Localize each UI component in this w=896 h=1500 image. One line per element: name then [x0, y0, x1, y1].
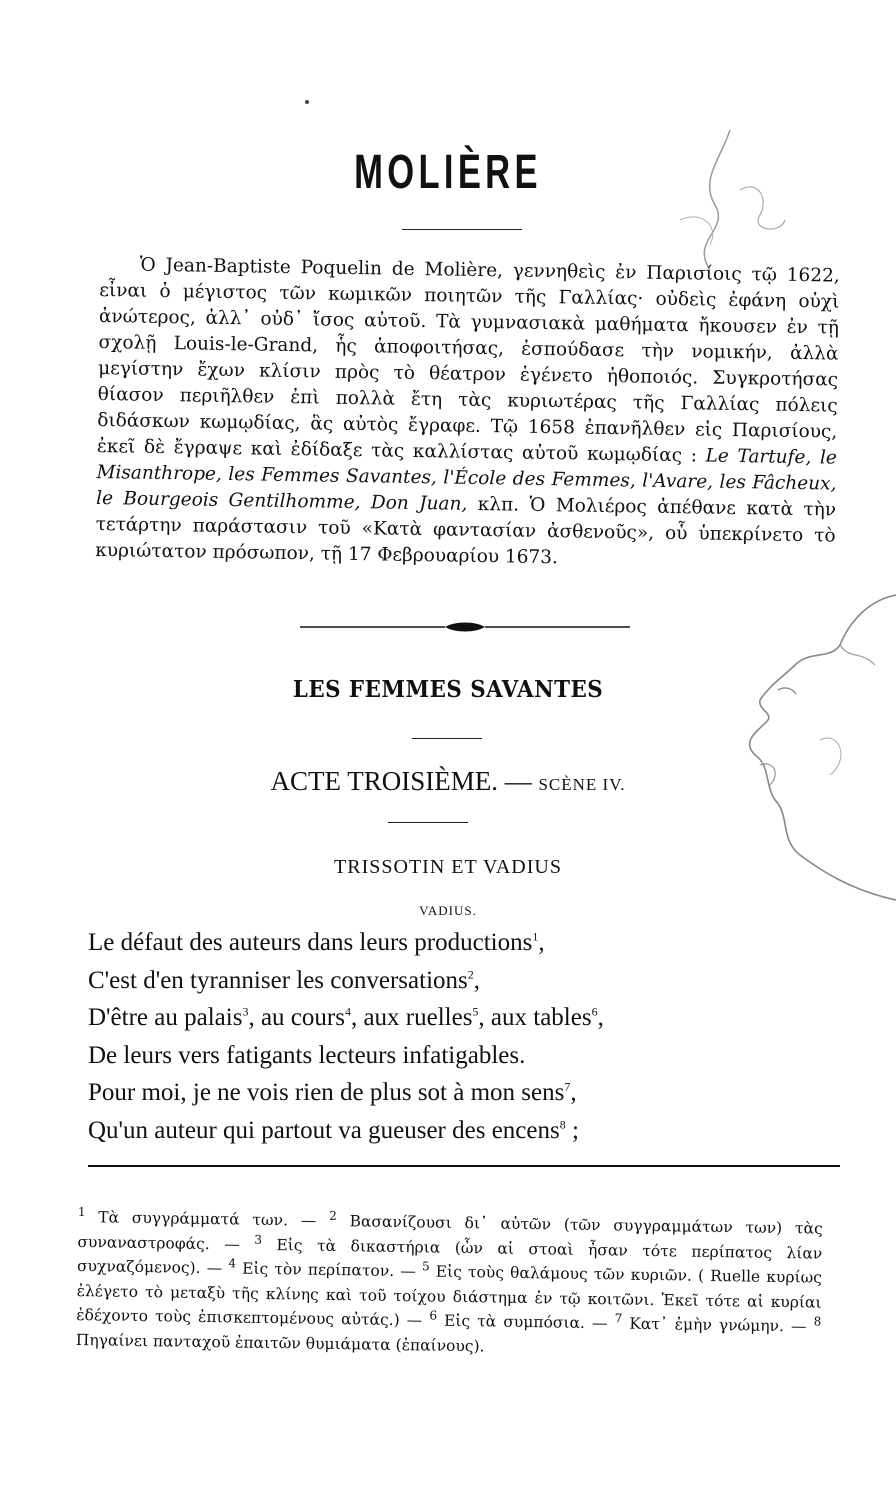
- verse-line: C'est d'en tyranniser les conversations$^2$,: [88, 966, 480, 994]
- biography-intro: Ὁ Jean-Baptiste Poquelin de Molière, γεννηθεὶς ἐν Παρισίοις τῷ 1622, εἶναι ὁ μέγιστος τῶν κωμικῶν ποιητῶν τῆς Γαλλίας· οὐδεὶς ἐφάνη οὐχὶ ἀνώτερος, ἀλλ᾽ οὐδ᾽ ἴσος αὐτοῦ. Τὰ γυμνασιακὰ μαθήματα ἤκουσεν ἐν τῇ σχολῇ Louis-le-Grand, ἧς ἀποφοιτήσας, ἐσπούδασε τὴν νομικήν, ἀλλὰ μεγίστην ἔχων κλίσιν πρὸς τὸ θέατρον ἐγένετο ἠθοποιός. Συγκροτήσας θίασον περιῆλθεν ἐπὶ πολλὰ ἔτη τὰς κυριωτέρας τῆς Γαλλίας πόλεις διδάσκων κωμῳδίας, ἃς αὐτὸς ἔγραφε. Τῷ 1658 ἐπανῆλθεν εἰς Παρισίους, ἐκεῖ δὲ ἔγραψε καὶ ἐδίδαξε τὰς καλλίστας αὐτοῦ κωμῳδίας :: [96, 254, 840, 467]
- footnote-text: Πηγαίνει πανταχοῦ ἐπαιτῶν θυμιάματα (ἐπαίνους).: [75, 1330, 485, 1355]
- scene-label: SCÈNE IV.: [538, 775, 626, 794]
- footnotes-block: [76, 1205, 823, 1364]
- footnote-marker: 5: [472, 1004, 479, 1019]
- biography-outro: κλπ. Ὁ Μολιέρος ἀπέθανε κατὰ τὴν τετάρτην παράστασιν τοῦ «Κατὰ φαντασίαν ἀσθενοῦς», οὗ ὑπεκρίνετο τὸ κυριώτατον πρόσωπον, τῇ 17 Φεβρουαρίου 1673.: [95, 493, 837, 569]
- footnote-number: 2: [329, 1208, 337, 1223]
- play-title-rule: [412, 738, 482, 739]
- footnote-number: 3: [254, 1232, 263, 1247]
- verse-line: Qu'un auteur qui partout va gueuser des encens$^8$ ;: [88, 1116, 579, 1144]
- pencil-sketch-scribble: [660, 120, 800, 280]
- footnote-marker: 3: [242, 1004, 249, 1019]
- verse-line: Pour moi, je ne vois rien de plus sot à mon sens$^7$,: [88, 1079, 577, 1106]
- ink-speck: [305, 100, 309, 104]
- footnote-number: 4: [228, 1256, 237, 1271]
- footnote-text: Εἰς τὰ συμπόσια. —: [443, 1311, 608, 1333]
- footnote-text: Εἰς τὸν περίπατον. —: [242, 1259, 416, 1281]
- act-label: ACTE TROISIÈME.: [270, 766, 498, 796]
- verse-block: [88, 924, 808, 1149]
- footnote-separator: [88, 1165, 840, 1167]
- footnote-text: Εἰς τὰ δικαστήρια (ὧν αἱ στοαὶ ἦσαν τότε περίπατος λίαν συχναζόμενος). —: [76, 1235, 823, 1278]
- footnote-text: Κατ᾽ ἐμὴν γνώμην. —: [629, 1314, 807, 1336]
- ornamental-divider: [300, 620, 630, 634]
- footnote-number: 1: [77, 1204, 86, 1219]
- verse-line: De leurs vers fatigants lecteurs infatigables.: [88, 1041, 526, 1069]
- biography-paragraph: [95, 252, 840, 576]
- author-heading: MOLIÈRE: [354, 146, 542, 199]
- act-heading: [0, 766, 896, 797]
- act-rule: [388, 822, 468, 823]
- verse-line: D'être au palais$^3$, au cours$^4$, aux ruelles$^5$, aux tables$^6$,: [88, 1004, 604, 1031]
- title-rule: [402, 229, 522, 230]
- footnote-marker: 7: [564, 1079, 571, 1094]
- footnote-text: Τὰ συγγράμματά των. —: [98, 1208, 317, 1230]
- footnote-number: 5: [421, 1259, 430, 1274]
- act-dash: —: [504, 766, 532, 796]
- footnote-number: 6: [429, 1308, 438, 1323]
- footnote-marker: 4: [344, 1004, 351, 1019]
- footnote-marker: 8: [559, 1117, 566, 1132]
- footnote-marker: 1: [532, 929, 539, 944]
- characters-heading: TRISSOTIN ET VADIUS: [334, 856, 562, 878]
- footnote-text: Εἰς τοὺς θαλάμους τῶν κυριῶν. ( Ruelle κυρίως ἐλέγετο τὸ μεταξὺ τῆς κλίνης καὶ τοῦ τοίχου διάστημα ἐν τῷ κοιτῶνι. Ἐκεῖ τότε αἱ κυρίαι ἐδέχοντο τοὺς ἐπισκεπτομένους αὐτάς.) —: [76, 1262, 823, 1330]
- speaker-name: VADIUS.: [419, 903, 477, 918]
- footnote-number: 7: [614, 1311, 623, 1326]
- footnote-text: Βασανίζουσι δι᾽ αὐτῶν (τῶν συγγραμμάτων των) τὰς συναναστροφάς. —: [77, 1212, 823, 1254]
- footnote-number: 8: [813, 1314, 822, 1329]
- footnote-marker: 6: [591, 1004, 598, 1019]
- biography-works: Le Tartufe, le Misanthrope, les Femmes Savantes, l'École des Femmes, l'Avare, les Fâcheux, le Bourgeois Gentilhomme, Don Juan,: [95, 445, 838, 515]
- play-title: LES FEMMES SAVANTES: [292, 676, 604, 703]
- footnote-marker: 2: [467, 967, 474, 982]
- verse-line: Le défaut des auteurs dans leurs productions$^1$,: [88, 929, 545, 956]
